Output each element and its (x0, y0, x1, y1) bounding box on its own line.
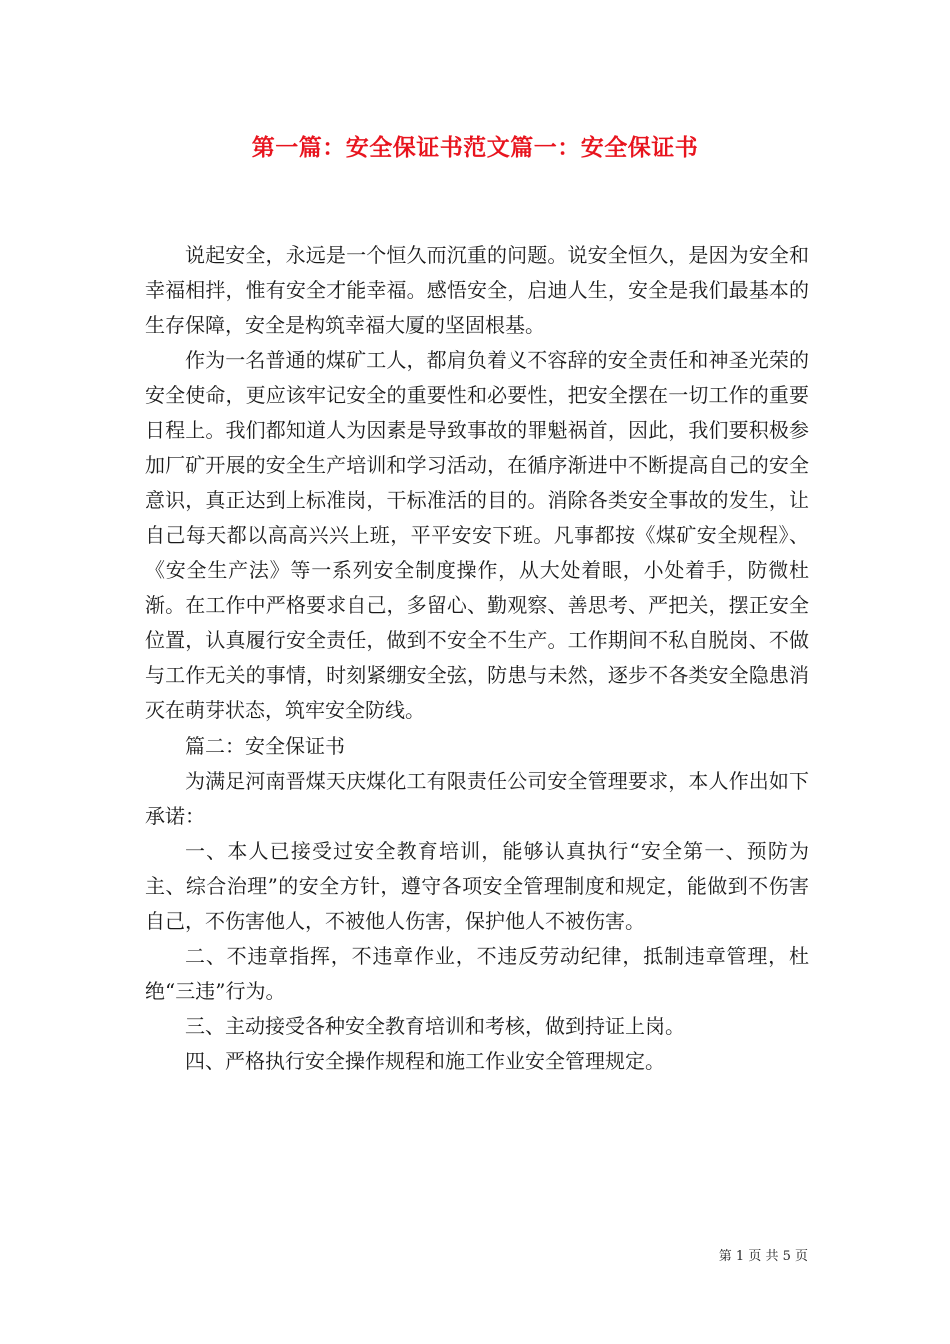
paragraph-intro: 说起安全，永远是一个恒久而沉重的问题。说安全恒久，是因为安全和幸福相拌，惟有安全才能幸福。感悟安全，启迪人生，安全是我们最基本的生存保障，安全是构筑幸福大厦的坚固根基。 (145, 243, 809, 337)
paragraph-commitment-4: 四、严格执行安全操作规程和施工作业安全管理规定。 (185, 1049, 665, 1073)
page-number: 第 1 页 共 5 页 (718, 1249, 808, 1264)
paragraph-commitment-intro: 为满足河南晋煤天庆煤化工有限责任公司安全管理要求，本人作出如下承诺： (145, 769, 809, 828)
paragraph-commitment-2: 二、不违章指挥，不违章作业，不违反劳动纪律，抵制违章管理，杜绝“三违”行为。 (145, 944, 809, 1003)
document-title: 第一篇：安全保证书范文篇一：安全保证书 (251, 134, 699, 161)
paragraph-miner-responsibility: 作为一名普通的煤矿工人，都肩负着义不容辞的安全责任和神圣光荣的安全使命，更应该牢记安全的重要性和必要性，把安全摆在一切工作的重要日程上。我们都知道人为因素是导致事故的罪魁祸首，因此，我们要积极参加厂矿开展的安全生产培训和学习活动，在循序渐进中不断提高自己的安全意识，真正达到上标准岗，干标准活的目的。消除各类安全事故的发生，让自己每天都以高高兴兴上班，平平安安下班。凡事都按《煤矿安全规程》、《安全生产法》等一系列安全制度操作，从大处着眼，小处着手，防微杜渐。在工作中严格要求自己，多留心、勤观察、善思考、严把关，摆正安全位置，认真履行安全责任，做到不安全不生产。工作期间不私自脱岗、不做与工作无关的事情，时刻紧绷安全弦，防患与未然，逐步不各类安全隐患消灭在萌芽状态，筑牢安全防线。 (145, 348, 809, 722)
section-heading-part-two: 篇二：安全保证书 (185, 734, 345, 758)
document-body (145, 238, 809, 1079)
paragraph-commitment-1: 一、本人已接受过安全教育培训，能够认真执行“安全第一、预防为主、综合治理”的安全方针，遵守各项安全管理制度和规定，能做到不伤害自己，不伤害他人，不被他人伤害，保护他人不被伤害。 (145, 839, 809, 933)
paragraph-commitment-3: 三、主动接受各种安全教育培训和考核，做到持证上岗。 (185, 1014, 685, 1038)
